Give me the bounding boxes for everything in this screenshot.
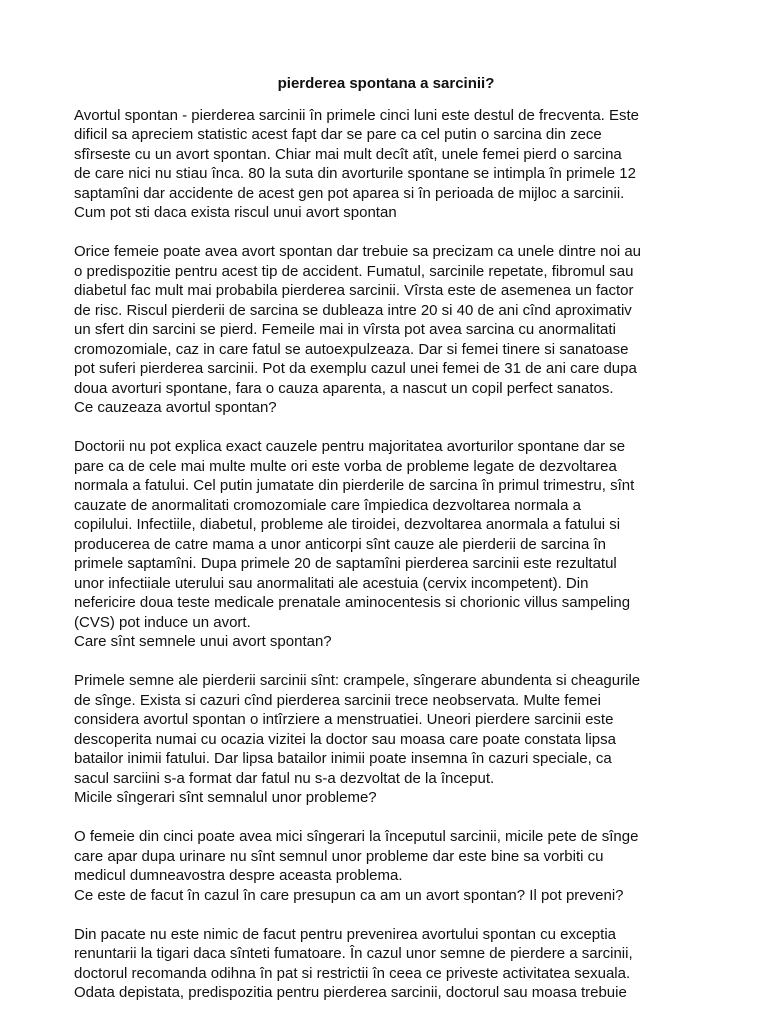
text-line: Orice femeie poate avea avort spontan dar trebuie sa precizam ca unele dintre noi au bbox=[74, 243, 641, 260]
paragraph bbox=[74, 242, 698, 418]
text-line: saptamîni dar accidente de acest gen pot aparea si în perioada de mijloc a sarcinii. bbox=[74, 184, 625, 202]
paragraph bbox=[74, 106, 698, 223]
text-line: copilului. Infectiile, diabetul, probleme ale tiroidei, dezvoltarea anormala a fatului si bbox=[74, 516, 621, 533]
text-line: Care sînt semnele unui avort spontan? bbox=[74, 633, 332, 650]
text-line: Cum pot sti daca exista riscul unui avort spontan bbox=[74, 204, 397, 221]
text-line: producerea de catre mama a unor anticorpi sînt cauze ale pierderii de sarcina în bbox=[74, 535, 606, 553]
text-line: dificil sa apreciem statistic acest fapt dar se pare ca cel putin o sarcina din zece bbox=[74, 126, 602, 143]
text-line: nefericire doua teste medicale prenatale aminocentesis si chorionic villus sampeling bbox=[74, 594, 631, 611]
text-line: O femeie din cinci poate avea mici sîngerari la începutul sarcinii, micile pete de sînge bbox=[74, 828, 639, 845]
text-line: Primele semne ale pierderii sarcinii sînt: crampele, sîngerare abundenta si cheagurile bbox=[74, 672, 641, 689]
text-line: de sînge. Exista si cazuri cînd pierderea sarcinii trece neobservata. Multe femei bbox=[74, 691, 601, 709]
paragraph bbox=[74, 671, 698, 808]
text-line: doua avorturi spontane, fara o cauza aparenta, a nascut un copil perfect sanatos. bbox=[74, 379, 614, 397]
text-line: doctorul recomanda odihna în pat si restrictii în ceea ce priveste activitatea sexuala. bbox=[74, 964, 631, 982]
text-line: Ce cauzeaza avortul spontan? bbox=[74, 399, 277, 416]
text-line: sacul sarciini s-a format dar fatul nu s-a dezvoltat de la început. bbox=[74, 769, 495, 787]
text-line: de risc. Riscul pierderii de sarcina se dubleaza intre 20 si 40 de ani cînd aproximativ bbox=[74, 301, 632, 319]
text-line: cromozomiale, caz in care fatul se autoexpulzeaza. Dar si femei tinere si sanatoase bbox=[74, 340, 629, 358]
text-line: considera avortul spontan o intîrziere a menstruatiei. Uneori pierdere sarcinii este bbox=[74, 711, 614, 728]
text-line: unor infectiiale uterului sau anormalitati ale acestuia (cervix incompetent). Din bbox=[74, 574, 589, 592]
document-page bbox=[74, 74, 698, 1022]
text-line: medicul dumneavostra despre aceasta problema. bbox=[74, 867, 403, 884]
paragraph bbox=[74, 827, 698, 905]
text-line: Doctorii nu pot explica exact cauzele pentru majoritatea avorturilor spontane dar se bbox=[74, 438, 626, 455]
text-line: primele saptamîni. Dupa primele 20 de saptamîni pierderea sarcinii este rezultatul bbox=[74, 555, 617, 572]
text-line: renuntarii la tigari daca sînteti fumatoare. În cazul unor semne de pierdere a sarcinii, bbox=[74, 945, 633, 962]
text-line: diabetul fac mult mai probabila pierderea sarcinii. Vîrsta este de asemenea un factor bbox=[74, 282, 634, 299]
text-line: normala a fatului. Cel putin jumatate din pierderile de sarcina în primul trimestru, sînt bbox=[74, 477, 635, 494]
document-title: pierderea spontana a sarcinii? bbox=[277, 75, 495, 92]
paragraph bbox=[74, 925, 698, 1003]
text-line: pot suferi pierderea sarcinii. Pot da exemplu cazul unei femei de 31 de ani care dupa bbox=[74, 360, 637, 377]
text-line: pare ca de cele mai multe multe ori este vorba de probleme legate de dezvoltarea bbox=[74, 457, 617, 475]
text-line: Micile sîngerari sînt semnalul unor probleme? bbox=[74, 789, 377, 806]
text-line: o predispozitie pentru acest tip de accident. Fumatul, sarcinile repetate, fibromul sau bbox=[74, 262, 634, 280]
document-body bbox=[74, 106, 698, 1003]
paragraph bbox=[74, 437, 698, 652]
text-line: Ce este de facut în cazul în care presupun ca am un avort spontan? Il pot preveni? bbox=[74, 886, 624, 904]
text-line: (CVS) pot induce un avort. bbox=[74, 613, 251, 631]
text-line: cauzate de anormalitati cromozomiale care împiedica dezvoltarea normala a bbox=[74, 496, 581, 514]
text-line: Avortul spontan - pierderea sarcinii în primele cinci luni este destul de frecventa. Este bbox=[74, 106, 640, 124]
text-line: un sfert din sarcini se pierd. Femeile mai in vîrsta pot avea sarcina cu anormalitati bbox=[74, 321, 616, 338]
text-line: descoperita numai cu ocazia vizitei la doctor sau moasa care poate constata lipsa bbox=[74, 730, 616, 748]
text-line: care apar dupa urinare nu sînt semnul unor probleme dar este bine sa vorbiti cu bbox=[74, 847, 604, 865]
text-line: Din pacate nu este nimic de facut pentru prevenirea avortului spontan cu exceptia bbox=[74, 925, 616, 943]
text-line: sfîrseste cu un avort spontan. Chiar mai mult decît atît, unele femei pierd o sarcina bbox=[74, 145, 622, 163]
text-line: de care nici nu stiau înca. 80 la suta din avorturile spontane se intimpla în primele 12 bbox=[74, 165, 636, 182]
text-line: batailor inimii fatului. Dar lipsa batailor inimii poate insemna în cazuri speciale, ca bbox=[74, 750, 612, 767]
text-line: Odata depistata, predispozitia pentru pierderea sarcinii, doctorul sau moasa trebuie bbox=[74, 984, 627, 1001]
